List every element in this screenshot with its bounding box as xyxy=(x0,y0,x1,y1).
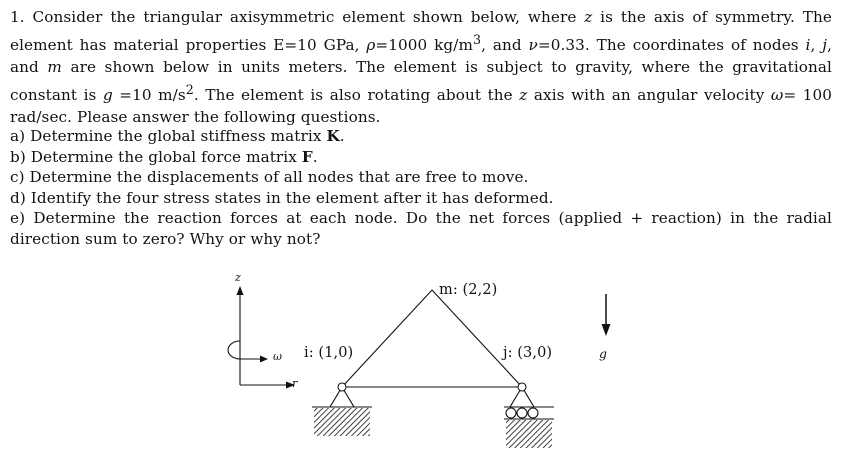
node-j-label: j: (3,0) xyxy=(503,345,553,361)
question-c: c) Determine the displacements of all nodes that are free to move. xyxy=(10,168,529,187)
diagram-svg xyxy=(200,270,640,463)
z-axis-arrowhead xyxy=(237,286,244,295)
gravity-arrow-icon xyxy=(602,294,611,336)
roller-wheel-icon xyxy=(528,408,538,418)
question-b: b) Determine the global force matrix F. xyxy=(10,147,318,166)
r-axis-label: r xyxy=(292,377,298,390)
pin-support-node-i xyxy=(312,383,372,436)
gravity-label: g xyxy=(599,346,608,361)
problem-number: 1. xyxy=(10,8,25,26)
node-j-pin-icon xyxy=(518,383,526,391)
node-i-label: i: (1,0) xyxy=(304,345,354,361)
problem-statement: 1. Consider the triangular axisymmetric element shown below, where z is the axis of symmetry. The element has material properties E=10 GPa, ρ=1000 $kg/m^3$, and ν=0.33. The coordinates of nodes i, j, and m are shown below in units meters. The element is subject to gravity, where the gravitational constant is g =10 $m/s^2$. The element is also rotating about the z axis with an angular velocity ω= 100 rad/sec. Please answer the following questions. xyxy=(10,8,833,127)
roller-wheel-icon xyxy=(517,408,527,418)
element-diagram xyxy=(200,270,640,463)
omega-label: ω xyxy=(273,350,283,363)
question-e: e) Determine the reaction forces at each node. Do the net forces (applied + reaction) in the radial direction sum to zero? Why or why not? xyxy=(10,209,832,248)
roller-wheel-icon xyxy=(506,408,516,418)
question-a: a) Determine the global stiffness matrix K. xyxy=(10,127,345,145)
z-axis-label: z xyxy=(235,271,241,284)
ground-hatch-j xyxy=(506,420,552,448)
ground-hatch-i xyxy=(314,408,370,436)
question-list xyxy=(10,126,832,250)
question-d: d) Identify the four stress states in the element after it has deformed. xyxy=(10,188,554,207)
roller-support-node-j xyxy=(504,383,554,448)
rotation-arrow-icon xyxy=(228,341,268,363)
node-m-label: m: (2,2) xyxy=(439,282,498,298)
triangular-element xyxy=(342,290,522,387)
node-i-pin-icon xyxy=(338,383,346,391)
axes xyxy=(237,286,296,389)
